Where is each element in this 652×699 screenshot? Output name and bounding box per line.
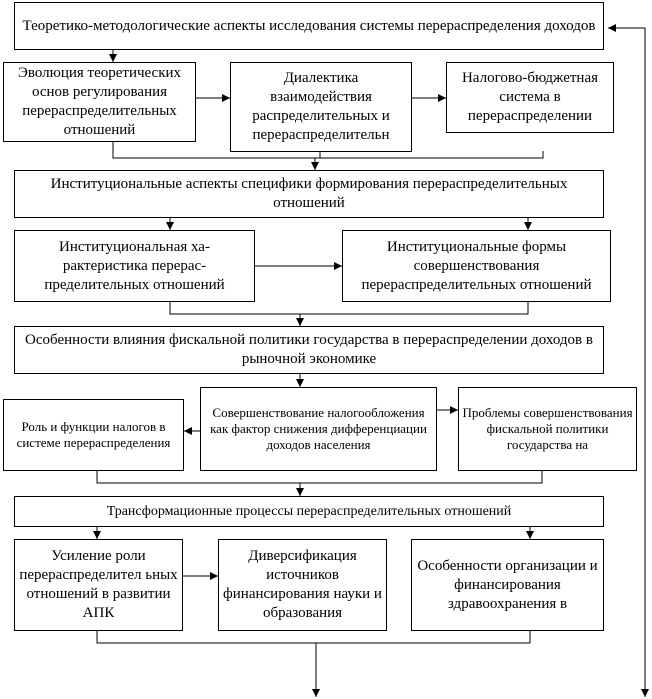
box-institutional-aspects-label: Институциональные аспекты специфики формирования перераспределительных отношений bbox=[50, 176, 568, 211]
box-transformation-processes-label: Трансформационные процессы перераспределительных отношений bbox=[106, 504, 512, 519]
box-taxation-improvement bbox=[200, 387, 437, 471]
box-fiscal-policy-problems bbox=[458, 387, 637, 471]
box-agro-role bbox=[14, 539, 183, 631]
box-institutional-forms bbox=[342, 230, 611, 302]
box-agro-role-label: Усиление роли перераспределител ьных отношений в развитии АПК bbox=[19, 548, 178, 621]
box-fiscal-policy-influence bbox=[14, 326, 604, 374]
collector-row6 bbox=[97, 471, 542, 483]
box-diversification-label: Диверсификация источников финансирования науки и образования bbox=[223, 548, 382, 621]
box-dialectics-label: Диалектика взаимодействия распределительных и перераспределительн bbox=[252, 70, 390, 143]
box-tax-budget-system bbox=[446, 62, 614, 133]
box-fiscal-policy-problems-label: Проблемы совершенствования фискальной политики государства на bbox=[462, 405, 633, 452]
box-healthcare-label: Особенности организации и финансирования здравоохранения в bbox=[417, 557, 598, 612]
box-healthcare bbox=[411, 539, 604, 631]
box-institutional-characteristics-label: Институциональная ха-рактеристика перерас-пределительных отношений bbox=[44, 238, 225, 293]
box-theory-methodology-label: Теоретико-методологические аспекты исследования системы перераспределения доходов bbox=[22, 17, 596, 34]
box-institutional-aspects bbox=[14, 170, 604, 218]
box-tax-role-functions-label: Роль и функции налогов в системе перераспределения bbox=[16, 419, 171, 450]
collector-row4 bbox=[170, 302, 528, 314]
box-fiscal-policy-influence-label: Особенности влияния фискальной политики государства в перераспределении доходов в рыночной экономике bbox=[25, 332, 593, 367]
box-taxation-improvement-label: Совершенствование налогообложения как фактор снижения дифференциации доходов населения bbox=[210, 405, 427, 452]
box-tax-budget-system-label: Налогово-бюджетная система в перераспределении bbox=[461, 70, 599, 124]
box-theory-methodology bbox=[14, 2, 604, 50]
box-tax-role-functions bbox=[3, 399, 184, 471]
box-institutional-characteristics bbox=[14, 230, 255, 302]
collector-row8 bbox=[97, 631, 530, 643]
box-dialectics bbox=[230, 62, 412, 152]
box-theory-evolution bbox=[3, 62, 196, 142]
box-diversification bbox=[218, 539, 387, 631]
box-theory-evolution-label: Эволюция теоретических основ регулирования перераспределительных отношений bbox=[17, 65, 182, 138]
box-transformation-processes bbox=[14, 496, 604, 527]
box-institutional-forms-label: Институциональные формы совершенствования перераспределительных отношений bbox=[361, 238, 592, 293]
